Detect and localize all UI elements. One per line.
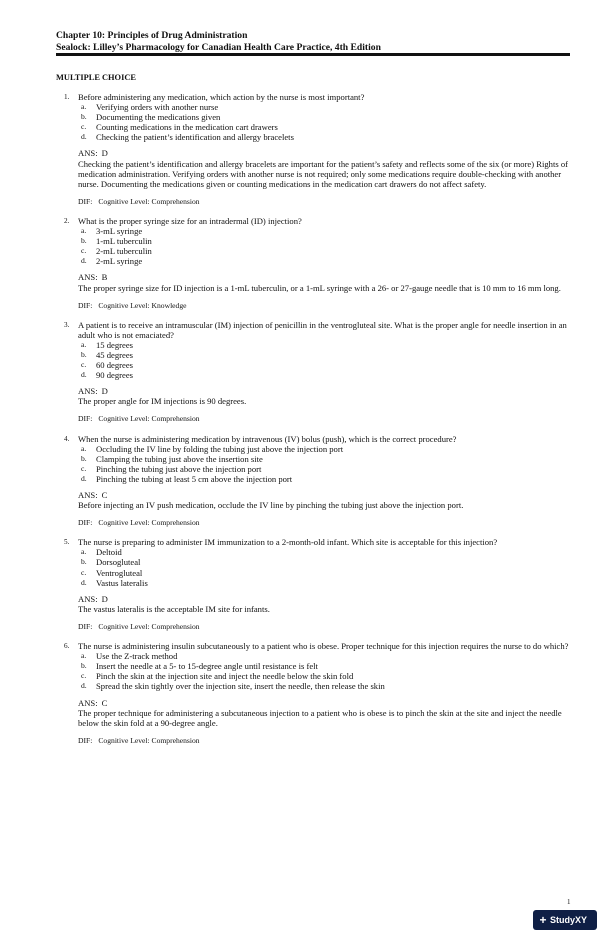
choice-letter: a. bbox=[81, 547, 87, 557]
rationale: The proper syringe size for ID injection is a 1-mL tuberculin, or a 1-mL syringe with a 26- or 27-gauge needle that is 10 mm to 16 mm long. bbox=[78, 282, 561, 293]
choice-text: 1-mL tuberculin bbox=[96, 236, 152, 247]
choice-letter: a. bbox=[81, 651, 87, 661]
difficulty-line bbox=[78, 518, 570, 528]
answer-label: ANS: bbox=[78, 593, 98, 604]
question-number: 1. bbox=[64, 93, 70, 101]
answer-line bbox=[78, 490, 570, 500]
rationale: The proper technique for administering a subcutaneous injection to a patient who is obese is to pinch the skin at the site and inject the needle below the skin fold at a 90-degree angle. bbox=[78, 707, 562, 728]
answer-choice bbox=[78, 226, 570, 236]
choice-text: Counting medications in the medication cart drawers bbox=[96, 122, 278, 133]
choice-letter: d. bbox=[81, 256, 87, 266]
answer-choice bbox=[78, 671, 570, 681]
choice-letter: a. bbox=[81, 443, 87, 453]
answer-choice bbox=[78, 557, 570, 567]
choice-letter: c. bbox=[81, 463, 87, 473]
question-stem: What is the proper syringe size for an intradermal (ID) injection? bbox=[78, 215, 302, 226]
difficulty-label: DIF: bbox=[78, 735, 93, 745]
choice-list bbox=[78, 226, 570, 266]
answer-label: ANS: bbox=[78, 272, 98, 283]
difficulty-line bbox=[78, 301, 570, 311]
choice-letter: b. bbox=[81, 349, 87, 359]
difficulty-label: DIF: bbox=[78, 621, 93, 631]
studyxy-logo bbox=[533, 910, 597, 930]
choice-text: Documenting the medications given bbox=[96, 112, 221, 123]
answer-key: B bbox=[101, 272, 108, 283]
header-rule bbox=[56, 53, 570, 56]
choice-letter: c. bbox=[81, 246, 87, 256]
choice-text: Clamping the tubing just above the insertion site bbox=[96, 453, 263, 464]
difficulty-label: DIF: bbox=[78, 414, 93, 424]
choice-letter: b. bbox=[81, 557, 87, 567]
answer-label: ANS: bbox=[78, 490, 98, 500]
choice-text: Use the Z-track method bbox=[96, 651, 178, 662]
answer-key: D bbox=[101, 386, 108, 397]
choice-letter: c. bbox=[81, 122, 87, 132]
choice-list bbox=[78, 651, 570, 691]
answer-line bbox=[78, 272, 570, 282]
answer-choice bbox=[78, 112, 570, 122]
question-item bbox=[56, 434, 570, 529]
answer-choice bbox=[78, 444, 570, 454]
question-number: 4. bbox=[64, 434, 70, 443]
difficulty-label: DIF: bbox=[78, 196, 93, 206]
difficulty-line bbox=[78, 414, 570, 424]
answer-choice bbox=[78, 370, 570, 380]
answer-key: D bbox=[101, 148, 108, 159]
answer-key: C bbox=[101, 490, 108, 500]
rationale: The vastus lateralis is the acceptable IM site for infants. bbox=[78, 603, 270, 614]
question-item bbox=[56, 216, 570, 311]
rationale: Checking the patient’s identification and allergy bracelets are important for the patient’s safety and reflects some of the six (or more) Rights of medication administration. Verifying orders with another nurse is not required; only some medications require double-checking with another nurse. Documenting the medications given or counting medications in the medication cart drawers do not affect safety. bbox=[78, 158, 569, 189]
choice-list bbox=[78, 340, 570, 380]
question-stem: Before administering any medication, which action by the nurse is most important? bbox=[78, 92, 365, 102]
page-header bbox=[56, 30, 570, 54]
choice-letter: a. bbox=[81, 339, 87, 349]
question-number: 6. bbox=[64, 642, 70, 651]
answer-line bbox=[78, 594, 570, 604]
choice-letter: d. bbox=[81, 132, 87, 142]
choice-text: Pinching the tubing just above the injection port bbox=[96, 463, 262, 474]
choice-text: 90 degrees bbox=[96, 370, 133, 381]
choice-letter: d. bbox=[81, 681, 87, 691]
choice-list bbox=[78, 444, 570, 484]
answer-choice bbox=[78, 474, 570, 484]
difficulty-value: Cognitive Level: Comprehension bbox=[98, 621, 200, 631]
answer-choice bbox=[78, 122, 570, 132]
choice-text: 2-mL syringe bbox=[96, 256, 143, 267]
choice-text: 45 degrees bbox=[96, 349, 133, 360]
difficulty-value: Cognitive Level: Comprehension bbox=[98, 735, 200, 745]
question-list bbox=[56, 92, 570, 755]
page-number: 1 bbox=[567, 898, 571, 906]
question-item bbox=[56, 537, 570, 632]
choice-letter: b. bbox=[81, 112, 87, 122]
answer-choice bbox=[78, 340, 570, 350]
answer-choice bbox=[78, 102, 570, 112]
question-stem: A patient is to receive an intramuscular (IM) injection of penicillin in the ventrogluteal site. What is the proper angle for needle insertion in an adult who is not emaciated? bbox=[78, 319, 567, 340]
section-heading: MULTIPLE CHOICE bbox=[56, 73, 136, 82]
plus-icon: + bbox=[539, 913, 547, 927]
choice-text: Deltoid bbox=[96, 547, 122, 558]
choice-text: 15 degrees bbox=[96, 339, 133, 350]
choice-text: Vastus lateralis bbox=[96, 577, 148, 588]
choice-letter: d. bbox=[81, 577, 87, 587]
choice-letter: d. bbox=[81, 370, 87, 380]
book-title: Sealock: Lilley’s Pharmacology for Canadian Health Care Practice, 4th Edition bbox=[56, 42, 381, 53]
answer-choice bbox=[78, 578, 570, 588]
answer-choice bbox=[78, 651, 570, 661]
choice-text: 60 degrees bbox=[96, 360, 133, 371]
choice-text: Verifying orders with another nurse bbox=[96, 102, 219, 113]
question-number: 5. bbox=[64, 538, 70, 547]
answer-choice bbox=[78, 256, 570, 266]
difficulty-line bbox=[78, 622, 570, 632]
answer-choice bbox=[78, 246, 570, 256]
choice-letter: b. bbox=[81, 453, 87, 463]
choice-text: Checking the patient’s identification and allergy bracelets bbox=[96, 132, 294, 143]
rationale: Before injecting an IV push medication, occlude the IV line by pinching the tubing just above the injection port. bbox=[78, 500, 464, 511]
choice-text: Pinch the skin at the injection site and inject the needle below the skin fold bbox=[96, 671, 354, 682]
difficulty-value: Cognitive Level: Comprehension bbox=[98, 414, 200, 424]
choice-letter: a. bbox=[81, 102, 87, 112]
choice-text: Ventrogluteal bbox=[96, 567, 143, 578]
choice-text: 2-mL tuberculin bbox=[96, 246, 152, 257]
answer-line bbox=[78, 148, 570, 158]
choice-text: Insert the needle at a 5- to 15-degree angle until resistance is felt bbox=[96, 661, 318, 672]
difficulty-value: Cognitive Level: Knowledge bbox=[98, 300, 187, 310]
choice-letter: b. bbox=[81, 236, 87, 246]
question-number: 3. bbox=[64, 320, 70, 329]
answer-label: ANS: bbox=[78, 697, 98, 708]
answer-choice bbox=[78, 661, 570, 671]
difficulty-label: DIF: bbox=[78, 300, 93, 310]
answer-choice bbox=[78, 454, 570, 464]
answer-choice bbox=[78, 132, 570, 142]
answer-label: ANS: bbox=[78, 386, 98, 397]
question-item bbox=[56, 641, 570, 746]
choice-letter: c. bbox=[81, 671, 87, 681]
answer-line bbox=[78, 698, 570, 708]
answer-choice bbox=[78, 681, 570, 691]
answer-choice bbox=[78, 547, 570, 557]
question-item bbox=[56, 320, 570, 425]
difficulty-value: Cognitive Level: Comprehension bbox=[98, 196, 200, 206]
choice-letter: b. bbox=[81, 661, 87, 671]
question-stem: The nurse is administering insulin subcutaneously to a patient who is obese. Proper technique for this injection requires the nurse to do which? bbox=[78, 641, 569, 652]
question-stem: The nurse is preparing to administer IM immunization to a 2-month-old infant. Which site is acceptable for this injection? bbox=[78, 537, 498, 548]
answer-choice bbox=[78, 464, 570, 474]
question-number: 2. bbox=[64, 216, 70, 225]
choice-letter: c. bbox=[81, 567, 87, 577]
answer-line bbox=[78, 386, 570, 396]
choice-letter: a. bbox=[81, 226, 87, 236]
answer-choice bbox=[78, 350, 570, 360]
choice-text: Spread the skin tightly over the injection site, insert the needle, then release the skin bbox=[96, 681, 385, 692]
question-item bbox=[56, 92, 570, 207]
rationale: The proper angle for IM injections is 90 degrees. bbox=[78, 396, 247, 407]
question-stem: When the nurse is administering medication by intravenous (IV) bolus (push), which is the correct procedure? bbox=[78, 433, 457, 444]
choice-text: Occluding the IV line by folding the tubing just above the injection port bbox=[96, 443, 344, 454]
answer-choice bbox=[78, 360, 570, 370]
choice-text: 3-mL syringe bbox=[96, 226, 143, 237]
chapter-title: Chapter 10: Principles of Drug Administration bbox=[56, 30, 248, 41]
choice-list bbox=[78, 547, 570, 587]
answer-choice bbox=[78, 568, 570, 578]
choice-letter: c. bbox=[81, 360, 87, 370]
answer-key: C bbox=[101, 697, 108, 708]
difficulty-value: Cognitive Level: Comprehension bbox=[98, 518, 200, 528]
choice-list bbox=[78, 102, 570, 142]
logo-text: StudyXY bbox=[550, 915, 588, 925]
difficulty-line bbox=[78, 197, 570, 207]
answer-key: D bbox=[101, 593, 108, 604]
answer-choice bbox=[78, 236, 570, 246]
difficulty-label: DIF: bbox=[78, 518, 93, 528]
answer-label: ANS: bbox=[78, 148, 98, 159]
choice-letter: d. bbox=[81, 473, 87, 483]
difficulty-line bbox=[78, 736, 570, 746]
choice-text: Pinching the tubing at least 5 cm above the injection port bbox=[96, 473, 293, 484]
choice-text: Dorsogluteal bbox=[96, 557, 141, 568]
